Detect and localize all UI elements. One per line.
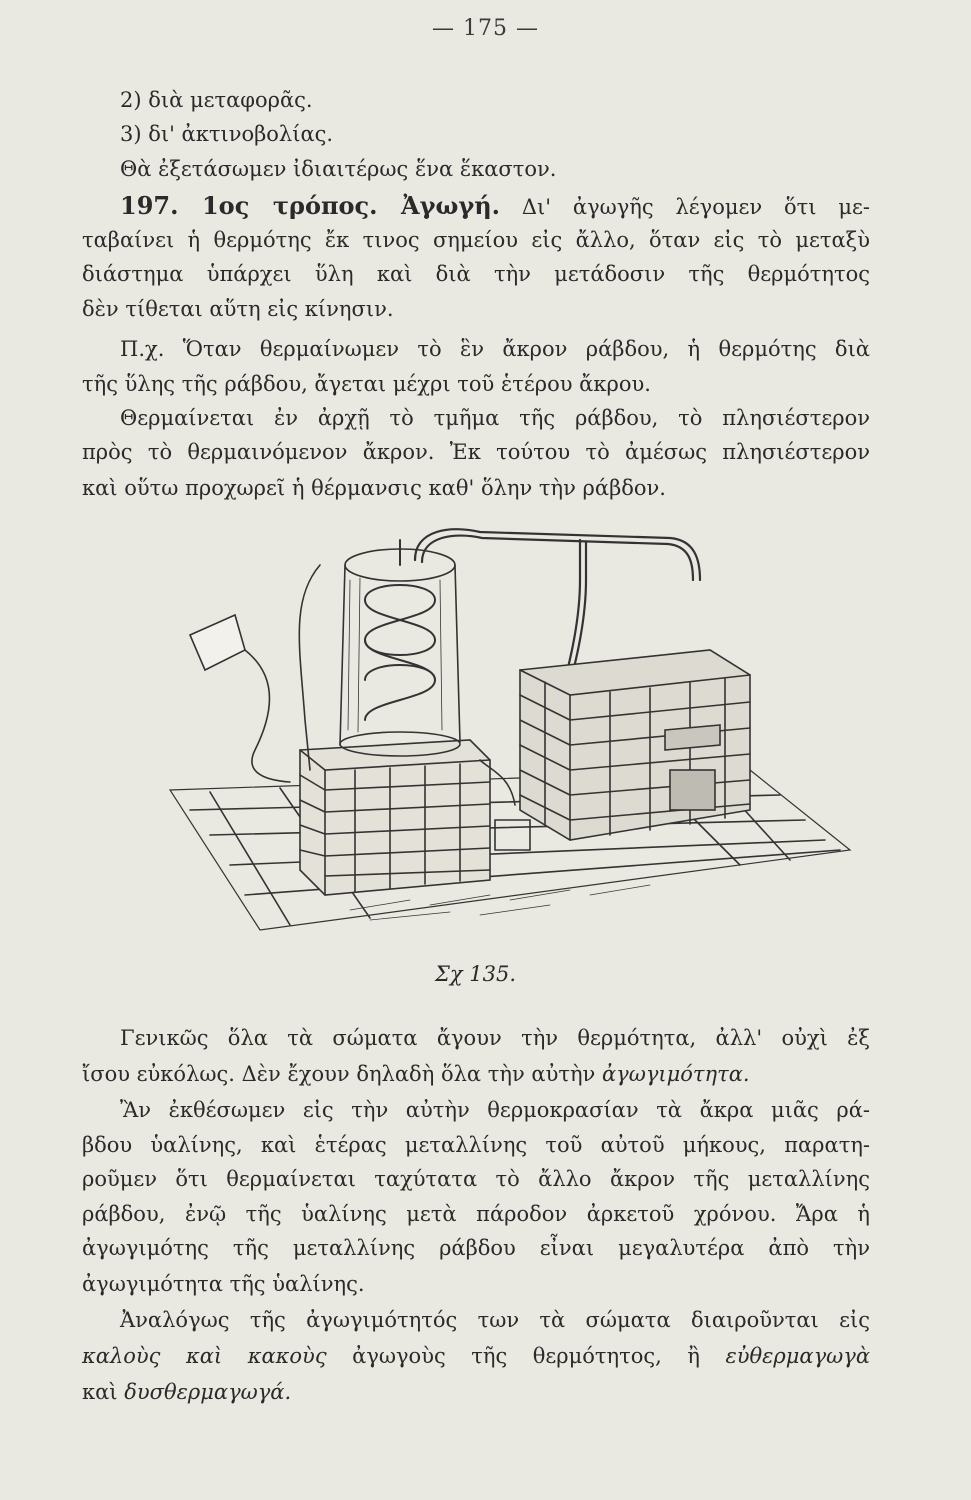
- text-span: ἀγωγοὺς τῆς θερμότητος, ἢ: [352, 1344, 700, 1368]
- text-line: ἀγωγιμότητα τῆς ὑαλίνης.: [82, 1272, 365, 1296]
- text-line: [82, 1342, 870, 1370]
- list-item: 2) διὰ μεταφορᾶς.: [120, 88, 313, 112]
- section-heading-line: [120, 192, 870, 221]
- text-line: ἀγωγιμότης τῆς μεταλλίνης ράβδου εἶναι μεγαλυτέρα ἀπὸ τὴν: [82, 1236, 870, 1260]
- brick-furnace: [520, 650, 750, 840]
- section-heading-rest: Δι' ἀγωγῆς λέγομεν ὅτι με-: [521, 195, 870, 219]
- figure-caption: Σχ 135.: [435, 962, 517, 986]
- text-line: διάστημα ὑπάρχει ὕλη καὶ διὰ τὴν μετάδοσιν τῆς θερμότητος: [82, 262, 870, 286]
- term-bad-conductor: δυσθερμαγωγά.: [124, 1380, 292, 1404]
- left-brick-base: [300, 740, 490, 895]
- text-line: Ἂν ἐκθέσωμεν εἰς τὴν αὐτὴν θερμοκρασίαν τὰ ἄκρα μιᾶς ρά-: [120, 1098, 870, 1122]
- list-item: 3) δι' ἀκτινοβολίας.: [120, 122, 334, 146]
- text-line: ροῦμεν ὅτι θερμαίνεται ταχύτατα τὸ ἄλλο ἄκρον τῆς μεταλλίνης: [82, 1167, 870, 1191]
- text-line: βδου ὑαλίνης, καὶ ἑτέρας μεταλλίνης τοῦ αὐτοῦ μήκους, παρατη-: [82, 1133, 870, 1157]
- floor-hatching: [350, 885, 650, 920]
- text-line: ράβδου, ἐνῷ τῆς ὑαλίνης μετὰ πάροδον ἀρκετοῦ χρόνου. Ἄρα ἡ: [82, 1202, 870, 1226]
- term-conductivity: ἀγωγιμότητα.: [602, 1062, 750, 1086]
- text-line: Θὰ ἐξετάσωμεν ἰδιαιτέρως ἕνα ἕκαστον.: [120, 157, 557, 181]
- text-line: Π.χ. Ὅταν θερμαίνωμεν τὸ ἓν ἄκρον ράβδου, ἡ θερμότης διὰ: [120, 337, 870, 361]
- text-line: τῆς ὕλης τῆς ράβδου, ἄγεται μέχρι τοῦ ἑτέρου ἄκρου.: [82, 372, 651, 396]
- text-line: ταβαίνει ἡ θερμότης ἔκ τινος σημείου εἰς ἄλλο, ὅταν εἰς τὸ μεταξὺ: [82, 228, 870, 252]
- text-line: καὶ οὕτω προχωρεῖ ἡ θέρμανσις καθ' ὅλην τὴν ράβδον.: [82, 476, 666, 500]
- text-line: δὲν τίθεται αὕτη εἰς κίνησιν.: [82, 297, 394, 321]
- text-line: Θερμαίνεται ἐν ἀρχῇ τὸ τμῆμα τῆς ράβδου, τὸ πλησιέστερον: [120, 406, 870, 430]
- term-good-bad: καλοὺς καὶ κακοὺς: [82, 1344, 327, 1368]
- spiral-coil: [365, 540, 435, 720]
- text-line: Ἀναλόγως τῆς ἀγωγιμότητός των τὰ σώματα διαιροῦνται εἰς: [120, 1308, 870, 1332]
- text-span: καὶ: [82, 1380, 118, 1404]
- text-line: Γενικῶς ὅλα τὰ σώματα ἄγουν τὴν θερμότητα, ἀλλ' οὐχὶ ἐξ: [120, 1026, 870, 1050]
- glass-cylinder: [340, 549, 460, 756]
- section-heading: 197. 1ος τρόπος. Ἀγωγή.: [120, 191, 500, 220]
- text-line: [82, 1060, 750, 1088]
- text-span: ἴσου εὐκόλως. Δὲν ἔχουν δηλαδὴ ὅλα τὴν αὐτὴν: [82, 1062, 596, 1086]
- page-number: — 175 —: [432, 16, 539, 41]
- apparatus-illustration: [150, 520, 860, 960]
- text-line: [82, 1378, 291, 1406]
- term-good-conductor: εὐθερμαγωγὰ: [725, 1344, 870, 1368]
- text-line: πρὸς τὸ θερμαινόμενον ἄκρον. Ἐκ τούτου τὸ ἀμέσως πλησιέστερον: [82, 440, 870, 464]
